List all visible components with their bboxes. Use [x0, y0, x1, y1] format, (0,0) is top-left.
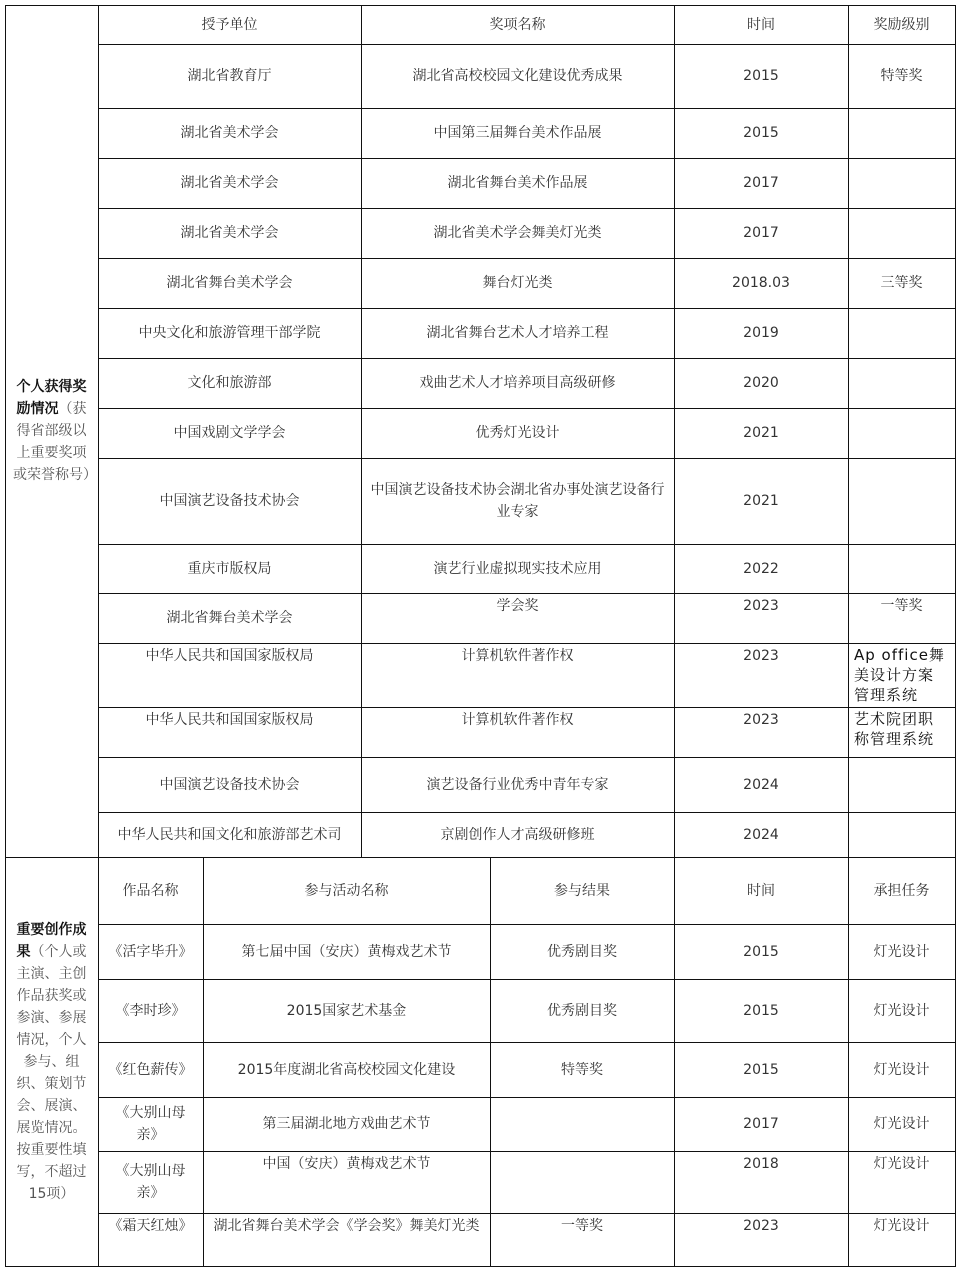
awards-cell-r7-c2: 2021: [743, 425, 779, 441]
works-cell-r4-c1: 中国（安庆）黄梅戏艺术节: [262, 1156, 431, 1172]
awards-cell-r5-c2: 2019: [743, 325, 779, 341]
awards-cell-r13-c1: 演艺设备行业优秀中青年专家: [426, 776, 609, 793]
works-cell-r3-c2: [490, 1097, 674, 1151]
awards-cell-r14-c3: [848, 812, 955, 857]
awards-cell-r9-c1: 演艺行业虚拟现实技术应用: [433, 560, 602, 577]
works-header-4: 承担任务: [873, 882, 930, 899]
awards-cell-r8-c2: 2021: [743, 493, 779, 509]
works-cell-r4-c2: [490, 1151, 674, 1213]
works-cell-r3-c4: 灯光设计: [873, 1116, 930, 1132]
awards-cell-r0-c2: 2015: [743, 68, 779, 84]
awards-cell-r12-c3: 艺术院团职称管理系统: [854, 710, 935, 748]
awards-cell-r3-c3: [848, 208, 955, 258]
awards-side-label-title: 个人获得奖励情况: [16, 379, 87, 417]
awards-cell-r8-c3: [848, 458, 955, 544]
works-cell-r0-c0: 《活字毕升》: [108, 943, 193, 960]
awards-cell-r13-c2: 2024: [743, 776, 779, 793]
awards-cell-r13-c3: [848, 757, 955, 812]
awards-cell-r1-c1: 中国第三届舞台美术作品展: [433, 125, 602, 141]
awards-cell-r3-c0: 湖北省美术学会: [180, 225, 279, 241]
awards-cell-r6-c0: 文化和旅游部: [187, 375, 272, 391]
works-cell-r3-c1: 第三届湖北地方戏曲艺术节: [262, 1116, 431, 1132]
awards-cell-r0-c3: 特等奖: [880, 68, 923, 84]
works-cell-r4-c0: 《大别山母亲》: [115, 1163, 186, 1201]
works-cell-r2-c0: 《红色薪传》: [108, 1061, 193, 1078]
awards-cell-r0-c0: 湖北省教育厅: [187, 68, 272, 84]
works-cell-r4-c4: 灯光设计: [873, 1156, 930, 1172]
works-side-label: [5, 857, 98, 1266]
awards-cell-r4-c0: 湖北省舞台美术学会: [166, 275, 293, 291]
works-cell-r2-c3: 2015: [743, 1061, 779, 1078]
awards-cell-r6-c2: 2020: [743, 375, 779, 391]
awards-cell-r11-c1: 计算机软件著作权: [461, 648, 574, 664]
works-header-0: 作品名称: [122, 882, 179, 899]
awards-cell-r9-c3: [848, 544, 955, 593]
awards-cell-r5-c1: 湖北省舞台艺术人才培养工程: [426, 325, 609, 341]
awards-cell-r2-c1: 湖北省舞台美术作品展: [447, 175, 588, 191]
awards-cell-r8-c0: 中国演艺设备技术协会: [159, 493, 300, 509]
awards-cell-r12-c2: 2023: [743, 712, 779, 728]
awards-cell-r4-c2: 2018.03: [732, 275, 790, 291]
awards-cell-r9-c2: 2022: [743, 560, 779, 577]
awards-cell-r1-c3: [848, 108, 955, 158]
awards-cell-r11-c3: Ap office舞美设计方案管理系统: [854, 646, 945, 704]
works-side-label-title: 重要创作成果: [16, 921, 87, 960]
works-cell-r0-c2: 优秀剧目奖: [547, 943, 617, 960]
works-cell-r3-c0: 《大别山母亲》: [115, 1105, 186, 1143]
awards-cell-r12-c0: 中华人民共和国国家版权局: [145, 712, 314, 728]
awards-cell-r11-c0: 中华人民共和国国家版权局: [145, 648, 314, 664]
awards-cell-r10-c3: 一等奖: [880, 598, 923, 614]
awards-cell-r8-c1: 中国演艺设备技术协会湖北省办事处演艺设备行业专家: [370, 482, 665, 520]
awards-cell-r14-c2: 2024: [743, 826, 779, 843]
awards-cell-r14-c1: 京剧创作人才高级研修班: [440, 826, 595, 843]
awards-header-0: 授予单位: [201, 16, 258, 33]
awards-cell-r4-c3: 三等奖: [880, 275, 923, 291]
works-cell-r5-c1: 湖北省舞台美术学会《学会奖》舞美灯光类: [213, 1218, 480, 1234]
awards-header-3: 奖励级别: [873, 16, 930, 33]
works-cell-r1-c3: 2015: [743, 1002, 779, 1019]
awards-cell-r10-c1: 学会奖: [496, 598, 539, 614]
awards-cell-r1-c2: 2015: [743, 125, 779, 141]
awards-cell-r2-c2: 2017: [743, 175, 779, 191]
works-cell-r5-c4: 灯光设计: [873, 1218, 930, 1234]
works-cell-r4-c3: 2018: [743, 1156, 779, 1172]
works-cell-r2-c1: 2015年度湖北省高校校园文化建设: [237, 1061, 456, 1078]
works-cell-r2-c4: 灯光设计: [873, 1061, 930, 1078]
works-header-1: 参与活动名称: [304, 882, 389, 899]
works-side-label-note: （个人或主演、主创作品获奖或参演、参展情况，个人参与、组织、策划节会、展演、展览情况。按重要性填写，不超过15项）: [16, 943, 87, 1202]
awards-cell-r9-c0: 重庆市版权局: [187, 560, 272, 577]
awards-cell-r1-c0: 湖北省美术学会: [180, 125, 279, 141]
works-cell-r0-c3: 2015: [743, 943, 779, 960]
awards-cell-r6-c1: 戏曲艺术人才培养项目高级研修: [419, 375, 616, 391]
awards-cell-r4-c1: 舞台灯光类: [482, 275, 553, 291]
awards-cell-r0-c1: 湖北省高校校园文化建设优秀成果: [412, 68, 623, 84]
awards-cell-r11-c2: 2023: [743, 648, 779, 664]
awards-cell-r14-c0: 中华人民共和国文化和旅游部艺术司: [117, 826, 342, 843]
works-cell-r1-c1: 2015国家艺术基金: [286, 1002, 407, 1019]
works-cell-r5-c2: 一等奖: [561, 1218, 603, 1234]
awards-cell-r3-c2: 2017: [743, 225, 779, 241]
awards-cell-r12-c1: 计算机软件著作权: [461, 712, 574, 728]
awards-cell-r10-c0: 湖北省舞台美术学会: [166, 610, 293, 626]
awards-side-label-note: （获得省部级以上重要奖项或荣誉称号）: [13, 401, 97, 483]
works-header-3: 时间: [747, 882, 775, 899]
works-cell-r5-c0: 《霜天红烛》: [108, 1218, 193, 1234]
awards-cell-r3-c1: 湖北省美术学会舞美灯光类: [433, 225, 602, 241]
awards-cell-r7-c3: [848, 408, 955, 458]
awards-header-2: 时间: [747, 16, 775, 33]
awards-cell-r5-c3: [848, 308, 955, 358]
works-cell-r1-c2: 优秀剧目奖: [547, 1002, 617, 1019]
works-header-2: 参与结果: [554, 882, 610, 899]
awards-cell-r2-c0: 湖北省美术学会: [180, 175, 279, 191]
table-rule: [5, 1266, 955, 1267]
works-cell-r0-c4: 灯光设计: [873, 943, 930, 960]
table-rule: [955, 857, 956, 1266]
awards-cell-r6-c3: [848, 358, 955, 408]
awards-cell-r10-c2: 2023: [743, 598, 779, 614]
awards-cell-r2-c3: [848, 158, 955, 208]
awards-cell-r13-c0: 中国演艺设备技术协会: [159, 776, 300, 793]
awards-cell-r7-c0: 中国戏剧文学学会: [173, 425, 286, 441]
table-rule: [955, 5, 956, 857]
works-cell-r1-c0: 《李时珍》: [115, 1002, 186, 1019]
awards-cell-r5-c0: 中央文化和旅游管理干部学院: [138, 325, 321, 341]
works-cell-r2-c2: 特等奖: [561, 1061, 603, 1078]
works-cell-r3-c3: 2017: [743, 1116, 779, 1132]
works-cell-r0-c1: 第七届中国（安庆）黄梅戏艺术节: [241, 943, 452, 960]
awards-side-label: [5, 5, 98, 857]
awards-cell-r7-c1: 优秀灯光设计: [475, 425, 560, 441]
works-cell-r5-c3: 2023: [743, 1218, 779, 1234]
awards-header-1: 奖项名称: [489, 16, 546, 33]
works-cell-r1-c4: 灯光设计: [873, 1002, 930, 1019]
